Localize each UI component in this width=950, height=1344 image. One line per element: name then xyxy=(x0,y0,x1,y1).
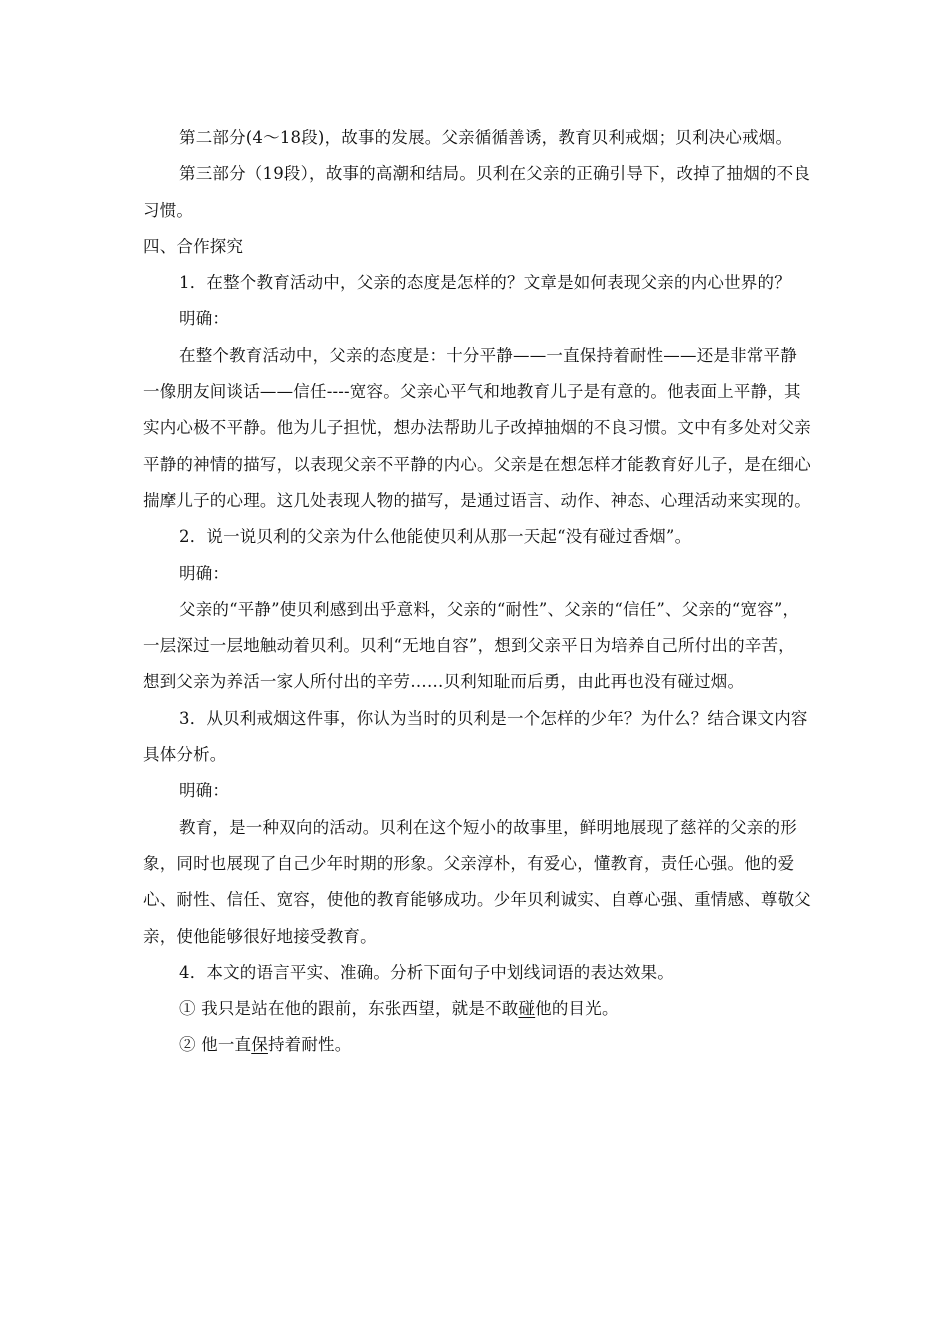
example-sentence-2 xyxy=(143,1027,811,1063)
sentence-1-prefix: ① 我只是站在他的跟前，东张西望，就是不敢 xyxy=(179,999,519,1019)
answer-2-label: 明确： xyxy=(179,563,230,583)
sentence-2-prefix: ② 他一直 xyxy=(179,1035,252,1055)
document-page xyxy=(143,120,811,1064)
sentence-2-suffix: 持着耐性。 xyxy=(267,1035,352,1055)
sentence-1-underlined-word: 碰 xyxy=(518,999,536,1019)
paragraph-part-two: 第二部分(4～18段)，故事的发展。父亲循循善诱，教育贝利戒烟；贝利决心戒烟。 xyxy=(179,128,793,147)
answer-3-label: 明确： xyxy=(179,781,230,801)
answer-3-text: 教育，是一种双向的活动。贝利在这个短小的故事里，鲜明地展现了慈祥的父亲的形象，同时也展现了自己少年时期的形象。父亲淳朴，有爱心，懂教育，责任心强。他的爱心、耐性、信任、宽容，使他的教育能够成功。少年贝利诚实、自尊心强、重情感、尊敬父亲，使他能够很好地接受教育。 xyxy=(143,817,811,946)
question-1: 1．在整个教育活动中，父亲的态度是怎样的？文章是如何表现父亲的内心世界的？ xyxy=(179,273,791,293)
sentence-2-underlined-word: 保 xyxy=(251,1035,268,1055)
paragraph-part-three: 第三部分（19段），故事的高潮和结局。贝利在父亲的正确引导下，改掉了抽烟的不良习惯。 xyxy=(143,164,811,220)
question-4: 4．本文的语言平实、准确。分析下面句子中划线词语的表达效果。 xyxy=(179,962,674,982)
answer-1-label: 明确： xyxy=(179,309,230,329)
question-3: 3．从贝利戒烟这件事，你认为当时的贝利是一个怎样的少年？为什么？结合课文内容具体分析。 xyxy=(143,708,808,765)
section-heading-cooperative-inquiry: 四、合作探究 xyxy=(143,236,244,256)
answer-2-text: 父亲的“平静”使贝利感到出乎意料，父亲的“耐性”、父亲的“信任”、父亲的“宽容”，一层深过一层地触动着贝利。贝利“无地自容”，想到父亲平日为培养自己所付出的辛苦，想到父亲为养活一家人所付出的辛劳……贝利知耻而后勇，由此再也没有碰过烟。 xyxy=(143,599,800,692)
answer-1-text: 在整个教育活动中，父亲的态度是：十分平静——一直保持着耐性——还是非常平静一像朋友间谈话——信任----宽容。父亲心平气和地教育儿子是有意的。他表面上平静，其实内心极不平静。他为儿子担忧，想办法帮助儿子改掉抽烟的不良习惯。文中有多处对父亲平静的神情的描写，以表现父亲不平静的内心。父亲是在想怎样才能教育好儿子，是在细心揣摩儿子的心理。这几处表现人物的描写，是通过语言、动作、神态、心理活动来实现的。 xyxy=(143,345,811,510)
example-sentence-1 xyxy=(143,991,811,1027)
question-2: 2．说一说贝利的父亲为什么他能使贝利从那一天起“没有碰过香烟”。 xyxy=(179,527,692,547)
sentence-1-suffix: 他的目光。 xyxy=(535,999,619,1019)
